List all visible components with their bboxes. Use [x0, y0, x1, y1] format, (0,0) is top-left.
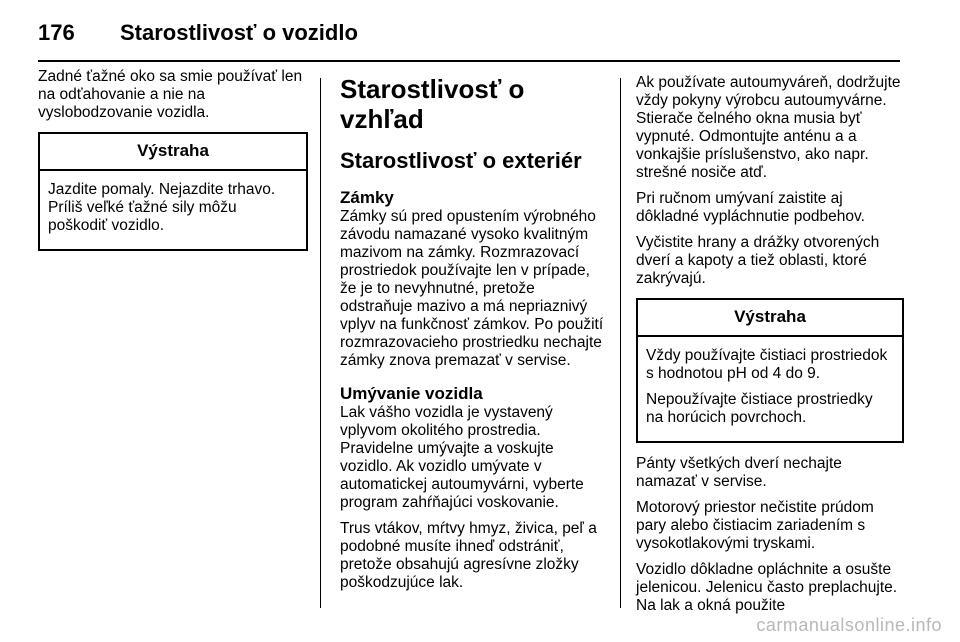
wash-paragraph-2: Trus vtákov, mŕtvy hmyz, živica, peľ a podobné musíte ihneď odstrániť, pretože obsahujú agresívne zložky poškodzujúce lak.: [340, 520, 597, 591]
section-title: Starostlivosť o vzhľad: [340, 74, 525, 134]
wash-heading: Umývanie vozidla: [340, 384, 483, 403]
paragraph-hand-wash: Pri ručnom umývaní zaistite aj dôkladné vypláchnutie podbehov.: [636, 190, 865, 225]
warning-box: [38, 132, 308, 251]
warning-text-hot: Nepoužívajte čistiace prostriedky na horúcich povrchoch.: [646, 391, 873, 426]
warning-title: Výstraha: [40, 134, 306, 171]
column-left: [38, 68, 308, 263]
warning-text-ph: Vždy používajte čistiaci prostriedok s hodnotou pH od 4 do 9.: [646, 347, 888, 382]
watermark: carmanualsonline.info: [756, 615, 942, 635]
column-right: [636, 74, 904, 623]
warning-body: [40, 171, 306, 249]
paragraph-hinges: Pánty všetkých dverí nechajte namazať v servise.: [636, 455, 842, 490]
wash-paragraph-1: Lak vášho vozidla je vystavený vplyvom okolitého prostredia. Pravidelne umývajte a voskujte vozidlo. Ak vozidlo umývate v automatickej autoumyvárni, vyberte program zahŕňajúci voskovanie.: [340, 404, 584, 511]
intro-paragraph: Zadné ťažné oko sa smie používať len na odťahovanie a nie na vyslobodzovanie vozidla.: [38, 68, 303, 121]
column-divider-right: [620, 78, 621, 608]
paragraph-engine-bay: Motorový priestor nečistite prúdom pary alebo čistiacim zariadením s vysokotlakovými tryskami.: [636, 499, 874, 552]
column-middle: [340, 74, 605, 600]
warning-text: Jazdite pomaly. Nejazdite trhavo. Príliš veľké ťažné sily môžu poškodiť vozidlo.: [48, 181, 276, 234]
paragraph-rinse: Vozidlo dôkladne opláchnite a osušte jelenicou. Jelenicu často preplachujte. Na lak a okná použite: [636, 561, 898, 614]
running-title: Starostlivosť o vozidlo: [120, 20, 358, 45]
paragraph-edges: Vyčistite hrany a drážky otvorených dverí a kapoty a tiež oblasti, ktoré zakrývajú.: [636, 234, 880, 287]
page-number: 176: [38, 20, 75, 45]
warning-body: [638, 337, 902, 441]
locks-heading: Zámky: [340, 188, 394, 207]
paragraph-car-wash: Ak používate autoumyváreň, dodržujte vždy pokyny výrobcu autoumyvárne. Stierače čelného okna musia byť vypnuté. Odmontujte anténu a a vonkajšie príslušenstvo, ako napr. strešné nosiče atď.: [636, 74, 901, 181]
column-divider-left: [320, 78, 321, 608]
warning-box: [636, 298, 904, 443]
warning-title: Výstraha: [638, 300, 902, 337]
header-rule: [38, 60, 900, 62]
page-header: [38, 8, 940, 56]
subsection-title: Starostlivosť o exteriér: [340, 148, 582, 173]
locks-paragraph: Zámky sú pred opustením výrobného závodu namazané vysoko kvalitným mazivom na zámky. Rozmrazovací prostriedok používajte len v prípade, že je to nevyhnutné, pretože odstraňuje mazivo a má nepriaznivý vplyv na funkčnosť zámkov. Po použití rozmrazovacieho prostriedku nechajte zámky znova premazať v servise.: [340, 208, 604, 369]
